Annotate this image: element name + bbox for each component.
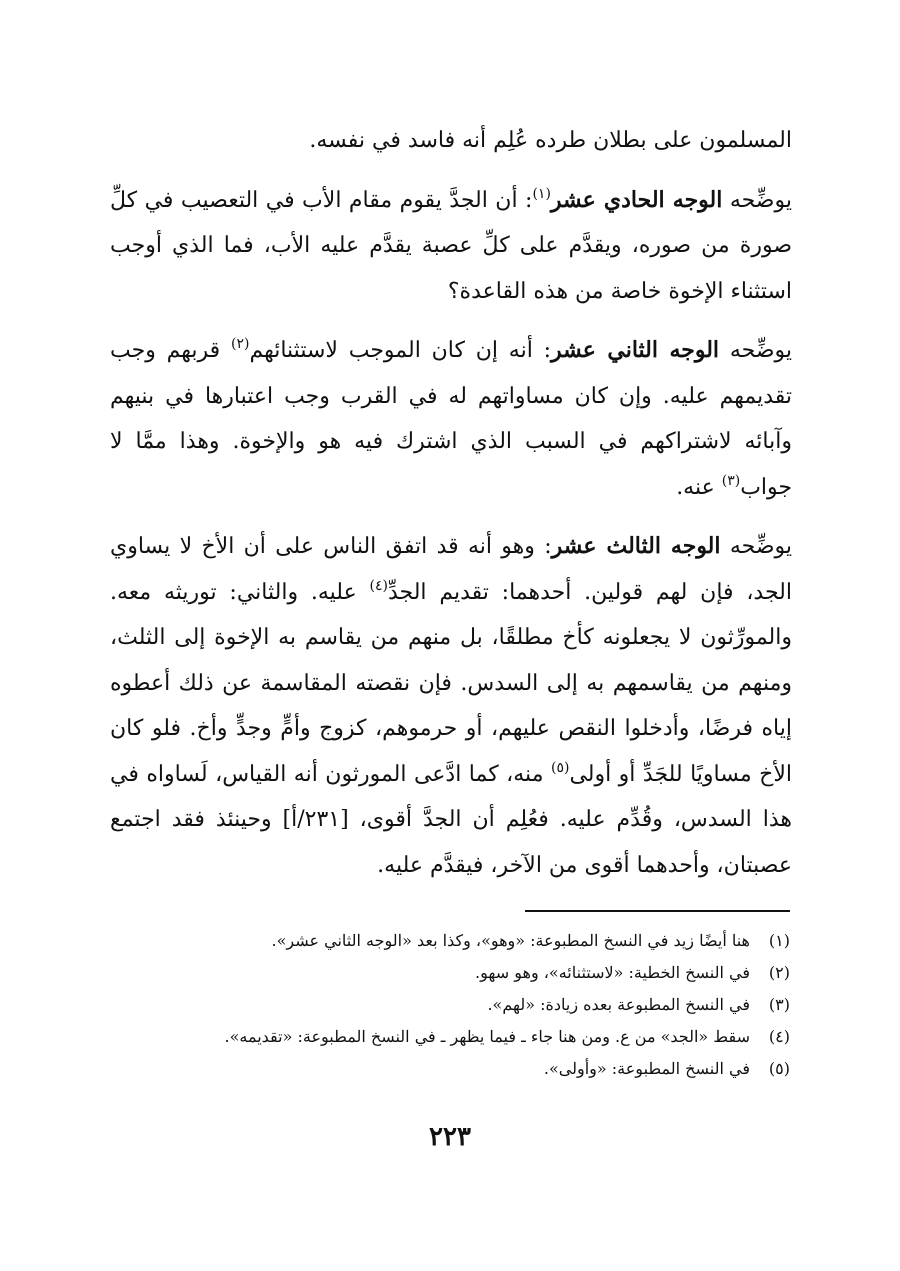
paragraph-2 <box>110 178 792 315</box>
footnote-text: في النسخ الخطية: «لاستثنائه»، وهو سهو. <box>475 963 750 982</box>
paragraph-3-lead: يوضِّحه <box>719 338 792 363</box>
section-heading-eleventh: الوجه الحادي عشر <box>550 186 723 213</box>
footnote-separator <box>525 910 790 912</box>
footnote-ref-2[interactable]: (٢) <box>230 336 250 352</box>
paragraph-4-text-1: : وهو أنه قد اتفق الناس على أن الأخ لا يساوي الجد، فإن لهم قولين. أحدهما: تقديم الجدِّ <box>110 534 792 605</box>
footnote-item <box>108 925 790 957</box>
footnote-item <box>108 957 790 989</box>
page-number: ٢٢٣ <box>429 1122 471 1152</box>
paragraph-1-text: المسلمون على بطلان طرده عُلِم أنه فاسد في نفسه. <box>309 128 792 153</box>
footnote-text: في النسخ المطبوعة: «وأولى». <box>543 1059 750 1078</box>
footnote-text: سقط «الجد» من ع. ومن هنا جاء ـ فيما يظهر ـ في النسخ المطبوعة: «تقديمه». <box>224 1027 750 1046</box>
footnote-number: (٤) <box>768 1027 790 1046</box>
paragraph-4 <box>110 524 792 888</box>
footnote-number: (١) <box>768 931 790 950</box>
paragraph-4-text-2: عليه. والثاني: توريثه معه. والمورِّثون لا يجعلونه كأخ مطلقًا، بل منهم من يقاسم به الإخوة إلى الثلث، ومنهم من يقاسمهم به إلى السدس. فإن نقصته المقاسمة عن ذلك أعطوه إياه فرضًا، وأدخلوا النقص عليهم، أو حرموهم، كزوج وأمٍّ وجدٍّ وأخ. فلو كان الأخ مساويًا للجَدِّ أو أولى <box>110 579 792 787</box>
main-text <box>110 118 792 888</box>
paragraph-1 <box>110 118 792 164</box>
paragraph-3-text-2: قربهم وجب تقديمهم عليه. وإن كان مساواتهم له في القرب وجب اعتبارها في بنيهم وآبائه لاشتراكهم في السبب الذي اشترك فيه هو والإخوة. وهذا ممَّا لا جواب <box>110 338 792 500</box>
footnote-number: (٢) <box>768 963 790 982</box>
footnote-ref-1[interactable]: (١) <box>532 185 551 202</box>
paragraph-2-lead: يوضِّحه <box>722 187 792 213</box>
section-heading-twelfth: الوجه الثاني عشر <box>551 337 720 363</box>
footnote-ref-4[interactable]: (٤) <box>369 577 388 594</box>
paragraph-3-text-1: : أنه إن كان الموجب لاستثنائهم <box>249 338 552 363</box>
footnote-ref-5[interactable]: (٥) <box>550 759 570 776</box>
footnote-number: (٣) <box>768 995 790 1014</box>
paragraph-4-text-3: منه، كما ادَّعى المورثون أنه القياس، لَساواه في هذا السدس، وقُدِّم عليه. فعُلِم أن الجدَّ أقوى، [٢٣١/أ] وحينئذ فقد اجتمع عصبتان، وأحدهما أقوى من الآخر، فيقدَّم عليه. <box>110 761 792 878</box>
footnote-item <box>108 1053 790 1085</box>
footnote-number: (٥) <box>768 1059 790 1078</box>
paragraph-3-text-3: عنه. <box>676 474 722 500</box>
paragraph-3 <box>110 328 792 510</box>
footnote-text: هنا أيضًا زيد في النسخ المطبوعة: «وهو»، وكذا بعد «الوجه الثاني عشر». <box>271 931 750 950</box>
footnote-ref-3[interactable]: (٣) <box>721 472 741 489</box>
paragraph-2-text: : أن الجدَّ يقوم مقام الأب في التعصيب في كلِّ صورة من صوره، ويقدَّم على كلِّ عصبة يقدَّم عليه الأب، فما الذي أوجب استثناء الإخوة خاصة من هذه القاعدة؟ <box>110 187 792 304</box>
footnote-text: في النسخ المطبوعة بعده زيادة: «لهم». <box>487 995 750 1014</box>
section-heading-thirteenth: الوجه الثالث عشر <box>551 533 721 559</box>
footnote-item <box>108 989 790 1021</box>
footnote-item <box>108 1021 790 1053</box>
footnotes-list <box>108 925 790 1085</box>
paragraph-4-lead: يوضِّحه <box>720 534 792 559</box>
